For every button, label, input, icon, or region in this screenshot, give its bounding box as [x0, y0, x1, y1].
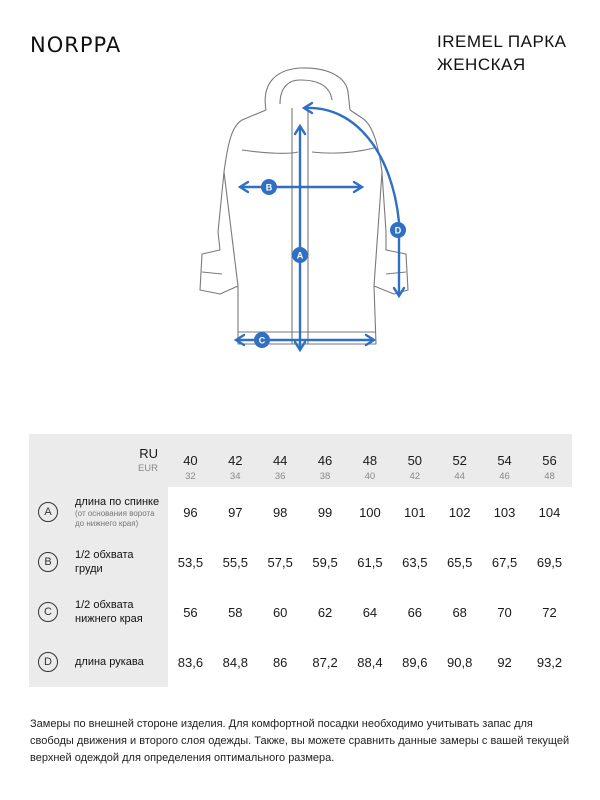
row-label: длина рукава [75, 656, 144, 668]
value-cell: 59,5 [312, 554, 338, 570]
value-cell: 89,6 [402, 654, 428, 670]
ru-size: 52 [452, 453, 467, 468]
size-col [392, 434, 437, 487]
product-title [437, 30, 567, 76]
row-label: 1/2 обхвата [75, 549, 134, 561]
eur-size: 38 [319, 471, 331, 482]
size-table [29, 434, 572, 687]
row-label-line2: нижнего края [75, 613, 143, 625]
size-col [437, 434, 482, 487]
size-col [527, 434, 572, 487]
value-cell: 103 [493, 504, 516, 520]
hood-outline [265, 68, 350, 110]
value-cell: 102 [448, 504, 471, 520]
value-cell: 61,5 [357, 554, 383, 570]
garment-diagram [180, 62, 440, 362]
value-cell: 57,5 [267, 554, 293, 570]
eur-label: EUR [137, 463, 158, 474]
value-cell: 58 [228, 604, 243, 620]
value-cell: 97 [228, 504, 243, 520]
marker-c-label: C [258, 335, 266, 346]
value-cell: 66 [407, 604, 423, 620]
value-cell: 83,6 [177, 654, 204, 670]
eur-size: 36 [274, 471, 286, 482]
size-col [348, 434, 393, 487]
value-cell: 99 [317, 504, 333, 520]
value-cell: 96 [183, 504, 198, 520]
product-title-line1: IREMEL ПАРКА [437, 32, 567, 51]
row-label-line2: груди [75, 563, 103, 575]
eur-size: 42 [409, 471, 421, 482]
value-cell: 56 [183, 604, 198, 620]
marker-d-label: D [394, 225, 402, 236]
value-cell: 86 [272, 654, 288, 670]
value-cell: 62 [317, 604, 333, 620]
ru-size: 40 [183, 453, 198, 468]
value-cell: 53,5 [177, 554, 204, 570]
eur-size: 40 [364, 471, 376, 482]
sleeve-seam-right [374, 172, 382, 286]
eur-size: 48 [544, 471, 555, 482]
size-header-row [29, 434, 572, 487]
eur-size: 44 [454, 471, 465, 482]
ru-size: 48 [362, 453, 378, 468]
value-cell: 64 [362, 604, 378, 620]
row-marker: D [38, 652, 58, 672]
row-label-cell [29, 637, 168, 687]
size-col [482, 434, 527, 487]
measurement-row-d [29, 637, 572, 687]
size-col [213, 434, 258, 487]
row-label-cell [29, 587, 168, 637]
value-cell: 68 [452, 604, 467, 620]
marker-a-label: A [296, 250, 304, 261]
row-label: длина по спинке [75, 496, 160, 508]
ru-label: RU [139, 446, 158, 461]
ru-size: 42 [228, 453, 243, 468]
ru-size: 44 [272, 453, 288, 468]
brand-logo: NORPPA [30, 33, 122, 57]
value-cell: 70 [497, 604, 512, 620]
ru-size: 46 [317, 453, 333, 468]
value-cell: 93,2 [536, 654, 563, 670]
ru-size: 50 [407, 453, 423, 468]
eur-size: 34 [230, 471, 241, 482]
marker-b-label: B [265, 182, 273, 193]
value-cell: 87,2 [312, 654, 338, 670]
size-col [303, 434, 348, 487]
value-cell: 63,5 [402, 554, 428, 570]
value-cell: 60 [272, 604, 288, 620]
measurement-row-c [29, 587, 572, 637]
value-cell: 55,5 [222, 554, 248, 570]
ru-size: 54 [497, 453, 512, 468]
value-cell: 72 [542, 604, 557, 620]
measurement-row-a [29, 487, 572, 537]
product-title-line2: ЖЕНСКАЯ [437, 55, 526, 74]
size-col [258, 434, 303, 487]
value-cell: 67,5 [491, 554, 518, 570]
eur-size: 46 [499, 471, 510, 482]
value-cell: 65,5 [447, 554, 473, 570]
ru-size: 56 [542, 453, 557, 468]
value-cell: 69,5 [536, 554, 563, 570]
row-label-cell [29, 537, 168, 587]
value-cell: 84,8 [222, 654, 248, 670]
value-cell: 104 [538, 504, 561, 520]
hood-inner [280, 80, 332, 104]
row-label-cell [29, 487, 168, 537]
size-col [168, 434, 213, 487]
row-marker: A [38, 502, 58, 522]
value-cell: 90,8 [447, 654, 473, 670]
value-cell: 101 [403, 504, 426, 520]
cuff-right [386, 272, 406, 274]
cuff-left [202, 272, 222, 274]
measurement-row-b [29, 537, 572, 587]
eur-size: 32 [185, 471, 196, 482]
row-marker: C [38, 602, 58, 622]
row-sublabel: (от основания ворота до нижнего края) [75, 509, 155, 528]
row-marker: B [38, 552, 58, 572]
value-cell: 100 [359, 504, 381, 520]
value-cell: 92 [497, 654, 512, 670]
value-cell: 88,4 [357, 654, 383, 670]
row-label: 1/2 обхвата [75, 599, 134, 611]
value-cell: 98 [272, 504, 288, 520]
measurement-footnote: Замеры по внешней стороне изделия. Для комфортной посадки необходимо учитывать запас для свободы движения и второго слоя одежды. Также, вы можете сравнить данные замеры с вашей текущей верхней одеждой для определения оптимального размера. [30, 718, 570, 764]
measure-d-curve [306, 108, 399, 294]
sleeve-seam-left [224, 172, 238, 286]
size-header-label [29, 434, 168, 487]
